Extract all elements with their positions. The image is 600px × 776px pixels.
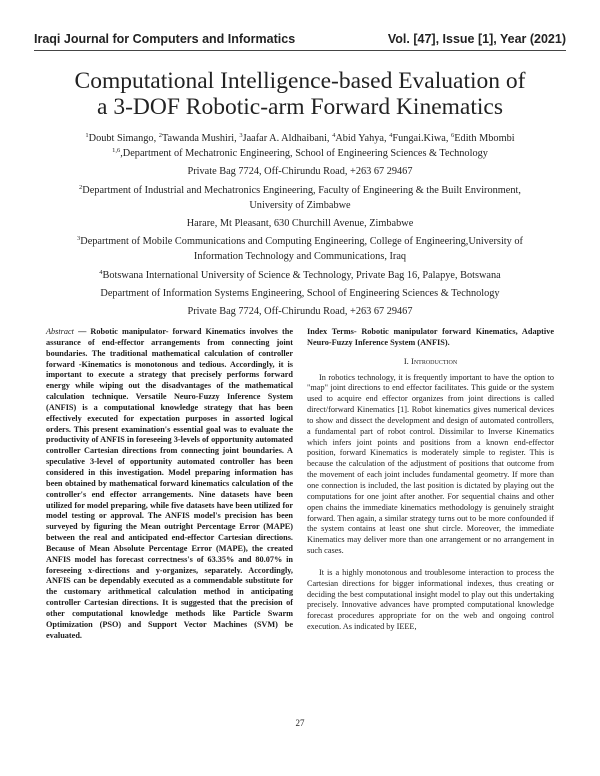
affiliation-1 [30,146,570,161]
affiliation-3 [30,234,570,249]
author-sup: 2 [158,132,162,139]
author-name: Jaafar A. Aldhaibani, [242,133,333,144]
journal-header [34,32,566,46]
affiliation-2-university: University of Zimbabwe [249,199,351,211]
intro-paragraph-1: In robotics technology, it is frequently important to have the option to "map" joint directions to end effector facilitates. This guide or the system used to acquire end effector organizes from joint directions is called direct/forward Kinematics [1]. Robot kinematics gives numerical devices to show and dissect the development and design of automated controllers, a fundamental part of robot control. Dissimilar to Inverse Kinematics which infers joint points and positions from a known end-effector position, forward Kinematics is moderately simple to register. This is because the calculation of the adjustment of positions that outcome from the movement of each joint includes fundamental geometry. If more than one connection is included, the last position is dictated by playing out the computations for one joint after another. For sequential chains and other open chains the immediate kinematics methodology is genuinely straight forward. Then again, a similar strategy turns out to be more confounded if the system contains at least one shut circle. Moreover, the immediate Kinematics may deliver more than one arrangement or no arrangement in such cases. [307,372,554,556]
affiliation-text: Department of Mobile Communications and Computing Engineering, College of Engineering,University of [80,236,523,248]
author-name: Abid Yahya, [335,133,390,144]
author-list [30,131,570,146]
abstract-text: — Robotic manipulator- forward Kinematics involves the assurance of end-effector arrangements from connecting joint boundaries. The traditional mathematical calculation of controller forward -Kinematics is monotonous and tedious. Accordingly, it is important to execute a strategy that precisely performs forward energy while wiping out the disadvantages of the mathematical calculation technique. Versatile Neuro-Fuzzy Inference System (ANFIS) is a computational knowledge strategy that has been effectively executed for expectation purposes in assorted logical orders. This present examination's essential goal was to evaluate the productivity of ANFIS in foreseeing 3-levels of opportunity automated controller Cartesian directions from connecting joint boundaries. A speculative 3-level of opportunity automated controller has been considered in this investigation. Model preparing information has been obtained by mathematical forward kinematics calculation of the controller's end effector arrangements. Nine datasets have been utilized for model preparing, while five datasets have been utilized for model testing or approval. The ANFIS model's precision has been surveyed by figuring the Mean outright Percentage Error (MAPE) between the real and anticipated end-effector Cartesian directions. Because of Mean Absolute Percentage Error (MAPE), the created ANFIS model has forecast correctness's of 63.35% and 80.07% in foreseeing x-directions and y-organizes, separately. Accordingly, ANFIS can be dependably executed as a commendable substitute for the customary arithmetical calculation method in anticipating controller Cartesian directions. It is suggested that the precision of other computational knowledge methods like Particle Swarm Optimization (PSO) and Support Vector Machines (SVM) be evaluated. [46,327,293,640]
author-block [30,131,570,319]
affiliation-5: Department of Information Systems Engineering, School of Engineering Sciences & Technology [100,287,500,299]
abstract-column [46,327,293,641]
intro-paragraph-2: It is a highly monotonous and troublesome interaction to process the Cartesian directions for bigger informational indexes, thus creating or deciding the best computational insight model to play out this undertaking precisely. Innovative advances have prompted computational knowledge forecast procedures appropriate for on the web and ongoing control execution. As indicated by IEEE, [307,567,554,632]
author-name: Fungai.Kiwa, [392,133,451,144]
affiliation-1-address: Private Bag 7724, Off-Chirundu Road, +263 67 29467 [187,166,413,178]
affiliation-sup: 1,6 [112,147,121,155]
affiliation-2 [30,183,570,198]
affiliation-sup: 2 [79,183,83,191]
journal-name: Iraqi Journal for Computers and Informatics [34,32,296,46]
author-sup: 4 [332,132,336,139]
author-name: Edith Mbombi [454,133,515,144]
page-number: 27 [295,718,305,728]
author-sup: 6 [451,132,455,139]
affiliation-2-address: Harare, Mt Pleasant, 630 Churchill Avenue, Zimbabwe [186,218,414,230]
body-column [307,327,554,633]
header-rule [34,50,566,51]
affiliation-text: Department of Industrial and Mechatronics Engineering, Faculty of Engineering & the Built Environment, [82,184,521,196]
author-name: Tawanda Mushiri, [161,133,240,144]
affiliation-sup: 3 [77,235,81,243]
affiliation-text: Botswana International University of Science & Technology, Private Bag 16, Palapye, Botswana [102,269,501,281]
index-terms: Index Terms- Robotic manipulator forward Kinematics, Adaptive Neuro-Fuzzy Inference System (ANFIS). [307,327,554,347]
affiliation-4 [30,268,570,283]
author-name: Doubt Simango, [88,133,159,144]
journal-issue: Vol. [47], Issue [1], Year (2021) [387,32,566,46]
author-sup: 4 [389,132,393,139]
affiliation-sup: 4 [99,268,103,276]
paper-title [30,68,570,120]
affiliation-5-address: Private Bag 7724, Off-Chirundu Road, +263 67 29467 [187,306,413,318]
author-sup: 1 [85,132,89,139]
section-heading-introduction: I. Introduction [403,355,458,366]
abstract-label: Abstract [46,327,74,336]
title-line-2: a 3-DOF Robotic-arm Forward Kinematics [97,94,503,120]
title-line-1: Computational Intelligence-based Evaluation of [74,68,526,94]
author-sup: 3 [239,132,243,139]
affiliation-text: ,Department of Mechatronic Engineering, School of Engineering Sciences & Technology [120,148,488,160]
affiliation-3-university: Information Technology and Communications, Iraq [193,251,407,263]
